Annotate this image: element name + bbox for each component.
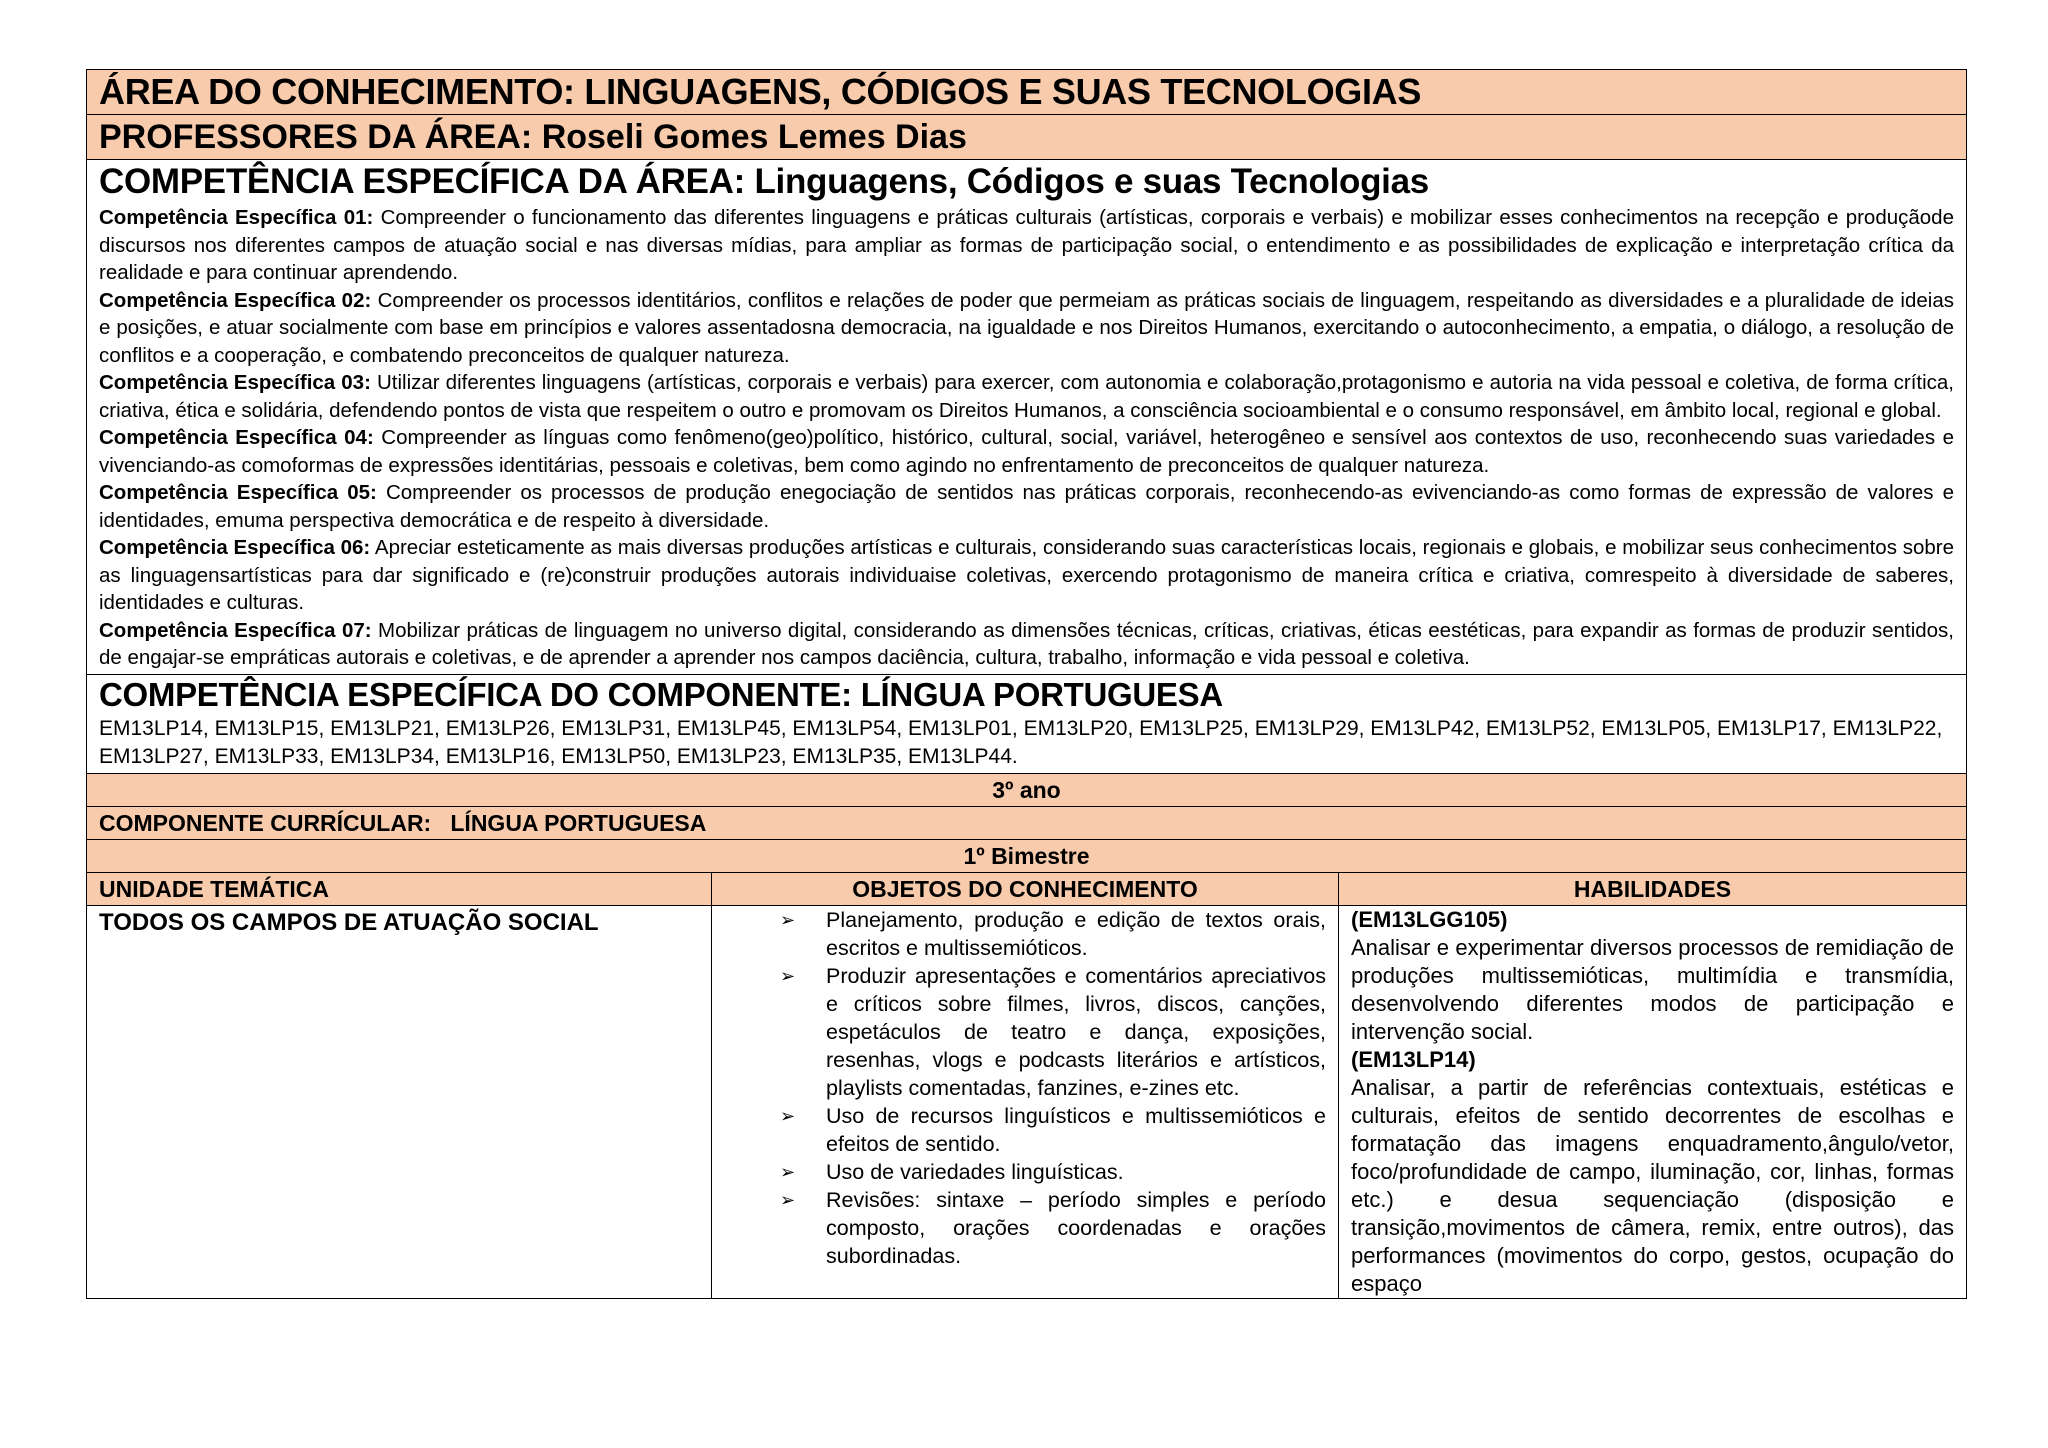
area-title: ÁREA DO CONHECIMENTO: LINGUAGENS, CÓDIGOS E SUAS TECNOLOGIAS <box>99 71 1422 112</box>
objeto-text: Uso de variedades linguísticas. <box>826 1159 1124 1184</box>
professores-value: Roseli Gomes Lemes Dias <box>541 118 967 156</box>
document-page <box>86 69 1966 1299</box>
list-item <box>724 1186 1326 1270</box>
competencia-text: Utilizar diferentes linguagens (artísticas, corporais e verbais) para exercer, com autonomia e colaboração,protagonismo e autoria na vida pessoal e coletiva, de forma crítica, criativa, ética e solidária, defendendo pontos de vista que respeitem o outro e promovam os Direitos Humanos, a consciência socioambiental e o consumo responsável, em âmbito local, regional e global. <box>99 371 1954 422</box>
competencia-label: Competência Específica 04: <box>99 426 374 449</box>
habilidade-text: Analisar e experimentar diversos processos de remidiação de produções multissemióticas, multimídia e transmídia, desenvolvendo diferentes modos de participação e intervenção social. <box>1351 934 1954 1044</box>
arrow-bullet-icon: ➢ <box>780 965 796 986</box>
competencia-label: Competência Específica 07: <box>99 618 372 642</box>
column-header-habilidades: HABILIDADES <box>1339 872 1967 905</box>
componente-curricular-row <box>87 806 1967 839</box>
competencia-text: Compreender os processos de produção enegociação de sentidos nas práticas corporais, reconhecendo-as evivenciando-as como formas de expressão de valores e identidades, emuma perspectiva democrática e de respeito à diversidade. <box>99 481 1954 532</box>
habilidade-code: (EM13LGG105) <box>1351 906 1508 932</box>
competencias-list <box>99 204 1954 674</box>
competencia-area-label: COMPETÊNCIA ESPECÍFICA DA ÁREA: <box>99 162 746 201</box>
componente-cell <box>87 674 1967 773</box>
competencia-area-value: Linguagens, Códigos e suas Tecnologias <box>754 162 1429 201</box>
competencia-item <box>99 369 1954 424</box>
professores-line <box>99 115 1954 159</box>
arrow-bullet-icon: ➢ <box>780 1189 796 1210</box>
unidade-cell <box>87 905 712 1298</box>
professores-row <box>87 115 1967 160</box>
competencia-label: Competência Específica 06: <box>99 536 371 559</box>
competencia-item <box>99 287 1954 370</box>
competencia-label: Competência Específica 03: <box>99 371 371 394</box>
objeto-text: Uso de recursos linguísticos e multissemióticos e efeitos de sentido. <box>826 1103 1326 1156</box>
componente-curricular-label: COMPONENTE CURRÍCULAR: LÍNGUA PORTUGUESA <box>99 809 707 836</box>
competencia-label: Competência Específica 05: <box>99 481 377 504</box>
professores-label: PROFESSORES DA ÁREA: <box>99 118 533 156</box>
ano-row: 3º ano <box>87 773 1967 806</box>
column-header-objetos: OBJETOS DO CONHECIMENTO <box>712 872 1339 905</box>
competencia-label: Competência Específica 01: <box>99 206 374 229</box>
competencia-label: Competência Específica 02: <box>99 288 372 312</box>
area-row <box>87 70 1967 115</box>
competencia-item <box>99 617 1954 672</box>
habilidades-cell <box>1339 905 1967 1298</box>
competencia-text: Compreender o funcionamento das diferentes linguagens e práticas culturais (artísticas, corporais e verbais) e mobilizar esses conhecimentos na recepção e produçãode discursos nos diferentes campos de atuação social e nas diversas mídias, para ampliar as formas de participação social, o entendimento e as possibilidades de explicação e interpretação crítica da realidade e para continuar aprendendo. <box>99 206 1954 284</box>
competencia-text: Compreender os processos identitários, conflitos e relações de poder que permeiam as práticas sociais de linguagem, respeitando as diversidades e a pluralidade de ideias e posições, e atuar socialmente com base em princípios e valores assentadosna democracia, na igualdade e nos Direitos Humanos, exercitando o autoconhecimento, a empatia, o diálogo, a resolução de conflitos e a cooperação, e combatendo preconceitos de qualquer natureza. <box>99 288 1954 367</box>
competencia-text: Compreender as línguas como fenômeno(geo)político, histórico, cultural, social, variável, heterogêneo e sensível aos contextos de uso, reconhecendo suas variedades e vivenciando-as comoformas de expressões identitárias, pessoais e coletivas, bem como agindo no enfrentamento de preconceitos de qualquer natureza. <box>99 426 1954 477</box>
habilidade-code: (EM13LP14) <box>1351 1046 1476 1072</box>
arrow-bullet-icon: ➢ <box>780 1105 796 1126</box>
competencia-item <box>99 479 1954 534</box>
list-item <box>724 906 1326 962</box>
arrow-bullet-icon: ➢ <box>780 1161 796 1182</box>
objeto-text: Produzir apresentações e comentários apreciativos e críticos sobre filmes, livros, discos, canções, espetáculos de teatro e dança, exposições, resenhas, vlogs e podcasts literários e artísticos, playlists comentadas, fanzines, e-zines etc. <box>826 963 1326 1100</box>
curriculum-table <box>86 69 1967 1299</box>
competencia-item <box>99 534 1954 617</box>
competencia-item <box>99 204 1954 287</box>
unidade-tematica: TODOS OS CAMPOS DE ATUAÇÃO SOCIAL <box>99 908 599 936</box>
competencia-text: Mobilizar práticas de linguagem no universo digital, considerando as dimensões técnicas, críticas, criativas, éticas eestéticas, para expandir as formas de produzir sentidos, de engajar-se empráticas autorais e coletivas, e de aprender a aprender nos campos daciência, cultura, trabalho, informação e vida pessoal e coletiva. <box>99 618 1954 669</box>
objeto-text: Planejamento, produção e edição de textos orais, escritos e multissemióticos. <box>826 907 1326 960</box>
competencia-text: Apreciar esteticamente as mais diversas produções artísticas e culturais, considerando suas características locais, regionais e globais, e mobilizar seus conhecimentos sobre as linguagensartísticas para dar significado e (re)construir produções autorais individuaise coletivas, exercendo protagonismo de maneira crítica e criativa, comrespeito à diversidade de saberes, identidades e culturas. <box>99 536 1954 614</box>
bimestre-row: 1º Bimestre <box>87 839 1967 872</box>
column-header-unidade: UNIDADE TEMÁTICA <box>87 872 712 905</box>
objeto-text: Revisões: sintaxe – período simples e período composto, orações coordenadas e orações subordinadas. <box>826 1187 1326 1268</box>
list-item <box>724 1158 1326 1186</box>
list-item <box>724 1102 1326 1158</box>
objetos-list <box>724 906 1326 1270</box>
competencia-area-heading <box>99 160 1429 204</box>
competencia-item <box>99 424 1954 479</box>
list-item <box>724 962 1326 1102</box>
competencias-area-cell <box>87 160 1967 675</box>
componente-title: COMPETÊNCIA ESPECÍFICA DO COMPONENTE: LÍNGUA PORTUGUESA <box>99 675 1223 713</box>
componente-codes: EM13LP14, EM13LP15, EM13LP21, EM13LP26, EM13LP31, EM13LP45, EM13LP54, EM13LP01, EM13LP20, EM13LP25, EM13LP29, EM13LP42, EM13LP52, EM13LP05, EM13LP17, EM13LP22, EM13LP27, EM13LP33, EM13LP34, EM13LP16, EM13LP50, EM13LP23, EM13LP35, EM13LP44. <box>99 716 1943 768</box>
arrow-bullet-icon: ➢ <box>780 909 796 930</box>
objetos-cell <box>712 905 1339 1298</box>
habilidade-text: Analisar, a partir de referências contextuais, estéticas e culturais, efeitos de sentido decorrentes de escolhas e formatação das imagens enquadramento,ângulo/vetor, foco/profundidade de campo, iluminação, cor, linhas, formas etc.) e desua sequenciação (disposição e transição,movimentos de câmera, remix, entre outros), das performances (movimentos do corpo, gestos, ocupação do espaço <box>1351 1074 1954 1296</box>
